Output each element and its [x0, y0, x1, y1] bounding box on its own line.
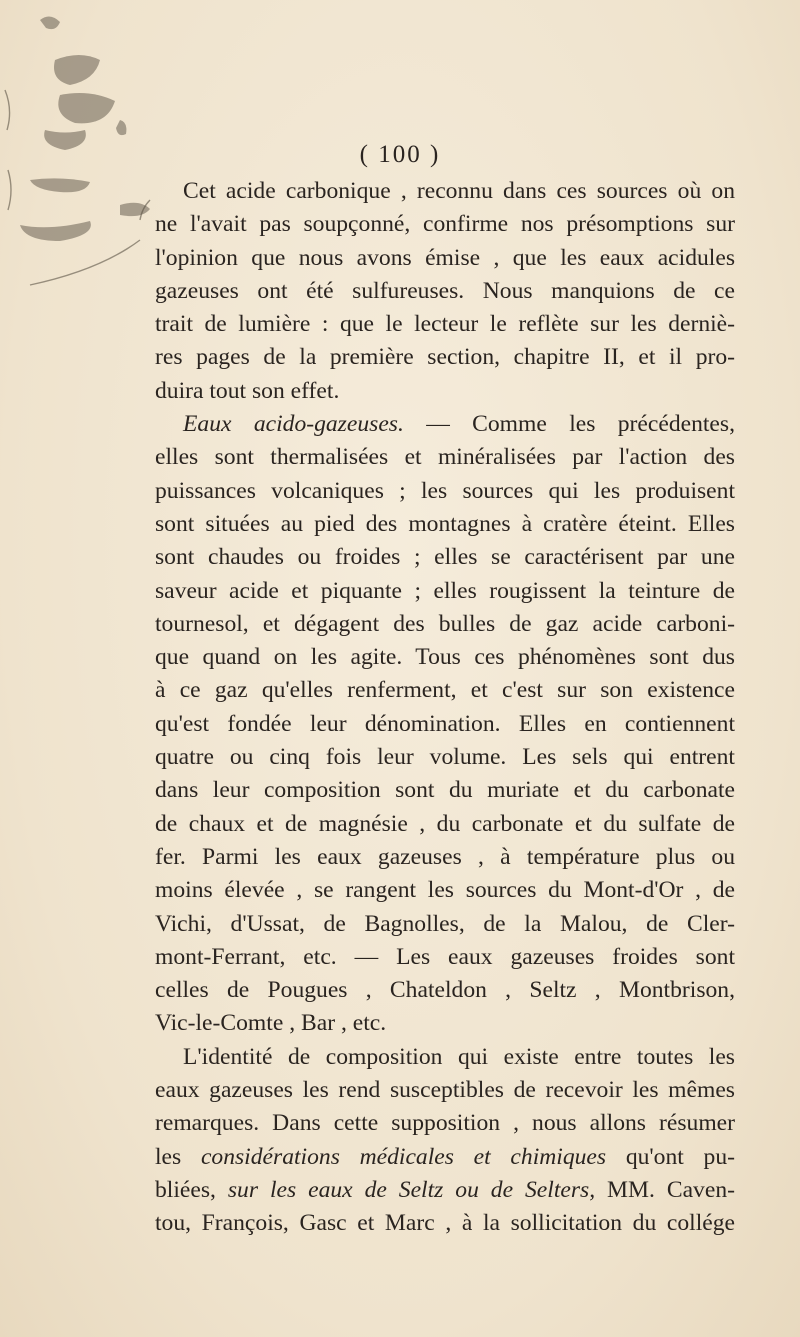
text-line [155, 1107, 735, 1140]
text-segment: mont-Ferrant, etc. — Les eaux gazeuses froides sont [155, 943, 735, 970]
text-line [155, 608, 735, 641]
text-segment: de chaux et de magnésie , du carbonate et du sulfate de [155, 810, 735, 837]
text-segment: sont chaudes ou froides ; elles se caractérisent par une [155, 544, 735, 571]
text-line [155, 974, 735, 1007]
text-segment: puissances volcaniques ; les sources qui les produisent [155, 477, 735, 504]
text-segment: l'opinion que nous avons émise , que les eaux acidules [155, 244, 735, 271]
text-line [155, 874, 735, 907]
text-segment: gazeuses ont été sulfureuses. Nous manquions de ce [155, 277, 735, 304]
text-line [155, 441, 735, 474]
text-segment: quatre ou cinq fois leur volume. Les sels qui entrent [155, 744, 735, 771]
text-line [155, 1141, 735, 1174]
text-line [155, 908, 735, 941]
text-line [155, 1007, 735, 1040]
italic-text: sur les eaux de Seltz ou de Selters, [227, 1176, 596, 1203]
text-line [155, 242, 735, 275]
text-segment: duira tout son effet. [155, 377, 340, 404]
text-line [155, 674, 735, 707]
page-number: ( 100 ) [359, 141, 441, 168]
text-segment: tou, François, Gasc et Marc , à la sollicitation du collége [155, 1210, 735, 1237]
text-segment: tournesol, et dégagent des bulles de gaz acide carboni- [155, 610, 735, 637]
text-segment: celles de Pougues , Chateldon , Seltz , Montbrison, [155, 977, 735, 1004]
text-line [155, 1041, 735, 1074]
text-line [155, 175, 735, 208]
text-segment: dans leur composition sont du muriate et du carbonate [155, 777, 735, 804]
text-line [155, 208, 735, 241]
text-segment: Vic-le-Comte , Bar , etc. [155, 1010, 387, 1037]
text-segment: les [155, 1143, 201, 1170]
text-segment: MM. Caven- [595, 1176, 735, 1203]
text-line [155, 308, 735, 341]
italic-text: Eaux acido-gazeuses. [183, 411, 404, 438]
text-line [155, 475, 735, 508]
text-line [155, 1174, 735, 1207]
text-segment: eaux gazeuses les rend susceptibles de recevoir les mêmes [155, 1077, 735, 1104]
text-line [155, 708, 735, 741]
text-segment: remarques. Dans cette supposition , nous allons résumer [155, 1110, 735, 1137]
text-line [155, 1207, 735, 1240]
text-segment: moins élevée , se rangent les sources du Mont-d'Or , de [155, 877, 735, 904]
italic-text: considérations médicales et chimiques [200, 1143, 607, 1170]
body-text [155, 175, 735, 1241]
text-line [155, 941, 735, 974]
text-segment: bliées, [155, 1176, 228, 1203]
text-segment: sont situées au pied des montagnes à cratère éteint. Elles [155, 510, 735, 537]
text-segment: Vichi, d'Ussat, de Bagnolles, de la Malou, de Cler- [155, 910, 735, 937]
text-line [155, 641, 735, 674]
text-segment: saveur acide et piquante ; elles rougissent la teinture de [155, 577, 735, 604]
text-segment: res pages de la première section, chapitre II, et il pro- [155, 344, 735, 371]
text-line [155, 741, 735, 774]
text-segment: à ce gaz qu'elles renferment, et c'est sur son existence [155, 677, 735, 704]
text-line [155, 341, 735, 374]
text-segment: qu'ont pu- [606, 1143, 735, 1170]
text-segment: — Comme les précédentes, [403, 411, 735, 438]
text-line [155, 774, 735, 807]
text-line [155, 808, 735, 841]
text-segment: qu'est fondée leur dénomination. Elles en contiennent [155, 710, 735, 737]
text-line [155, 1074, 735, 1107]
text-line [155, 541, 735, 574]
text-line [155, 408, 735, 441]
text-segment: elles sont thermalisées et minéralisées par l'action des [155, 444, 735, 471]
text-segment: L'identité de composition qui existe entre toutes les [183, 1043, 735, 1070]
text-segment: fer. Parmi les eaux gazeuses , à température plus ou [155, 843, 735, 870]
text-line [155, 841, 735, 874]
text-segment: Cet acide carbonique , reconnu dans ces sources où on [183, 178, 735, 204]
text-segment: ne l'avait pas soupçonné, confirme nos présomptions sur [155, 211, 735, 238]
text-segment: que quand on les agite. Tous ces phénomènes sont dus [155, 644, 735, 671]
text-line [155, 575, 735, 608]
text-line [155, 375, 735, 408]
text-line [155, 508, 735, 541]
text-line [155, 275, 735, 308]
text-segment: trait de lumière : que le lecteur le reflète sur les derniè- [155, 311, 735, 338]
